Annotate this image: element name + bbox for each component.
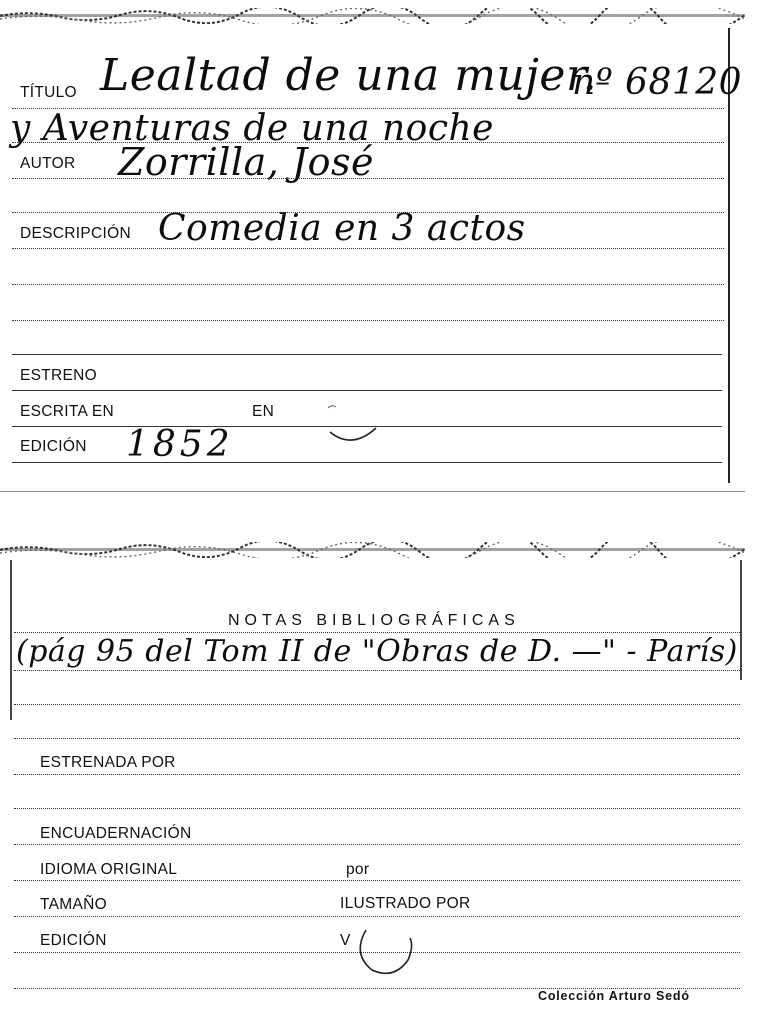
estrenada-por-label: ESTRENADA POR	[40, 754, 176, 771]
titulo-label: TÍTULO	[20, 84, 77, 101]
titulo-handwritten-line2: y Aventuras de una noche	[10, 108, 494, 149]
card-back	[0, 540, 745, 1028]
torn-edge-texture	[0, 8, 745, 24]
punch-hole-mark	[350, 924, 420, 976]
notas-rule-2	[14, 670, 740, 671]
en-label: EN	[252, 403, 275, 420]
torn-edge-texture	[0, 542, 745, 558]
escrita-en-label: ESCRITA EN	[20, 403, 115, 420]
descripcion-label: DESCRIPCIÓN	[20, 225, 131, 242]
encuadernacion-rule	[14, 844, 740, 845]
encuadernacion-label: ENCUADERNACIÓN	[40, 825, 192, 842]
edicion-label: EDICIÓN	[20, 438, 87, 455]
idioma-original-label: IDIOMA ORIGINAL	[40, 861, 178, 878]
notas-rule-3	[14, 704, 740, 705]
idioma-rule	[14, 880, 740, 881]
autor-rule	[12, 178, 724, 179]
autor-label: AUTOR	[20, 155, 76, 172]
v-label: V	[340, 932, 351, 949]
estreno-rule	[12, 390, 722, 391]
estreno-label: ESTRENO	[20, 367, 98, 384]
section-divider	[12, 354, 722, 355]
por-label: por	[346, 861, 370, 878]
rule-6	[14, 808, 740, 809]
titulo-handwritten-line1: Lealtad de una mujer.	[100, 50, 598, 101]
catalog-number: nº 68120	[572, 62, 743, 103]
ilustrado-por-label: ILUSTRADO POR	[340, 895, 471, 912]
tamano-rule	[14, 916, 740, 917]
notas-rule-1	[14, 632, 740, 633]
edicion-rule	[12, 462, 722, 463]
edicion-year-handwritten: 1852	[126, 424, 234, 465]
notas-heading: NOTAS BIBLIOGRÁFICAS	[228, 612, 520, 629]
tamano-label: TAMAÑO	[40, 896, 107, 913]
left-border	[10, 560, 12, 720]
edicion-rule-back	[14, 952, 740, 953]
descripcion-rule	[12, 248, 724, 249]
notas-handwritten: (pág 95 del Tom II de "Obras de D. —" - París)	[16, 634, 738, 669]
rule-4	[14, 738, 740, 739]
descripcion-handwritten: Comedia en 3 actos	[158, 208, 526, 249]
card-bottom-edge	[0, 491, 745, 492]
rule-6	[12, 320, 724, 321]
punch-hole-mark	[324, 398, 384, 446]
card-front	[0, 0, 745, 492]
rule-5	[12, 284, 724, 285]
right-border	[740, 560, 742, 680]
edicion-label-back: EDICIÓN	[40, 932, 107, 949]
collection-footer: Colección Arturo Sedó	[538, 989, 690, 1003]
autor-handwritten: Zorrilla, José	[118, 140, 374, 184]
estrenada-rule	[14, 774, 740, 775]
